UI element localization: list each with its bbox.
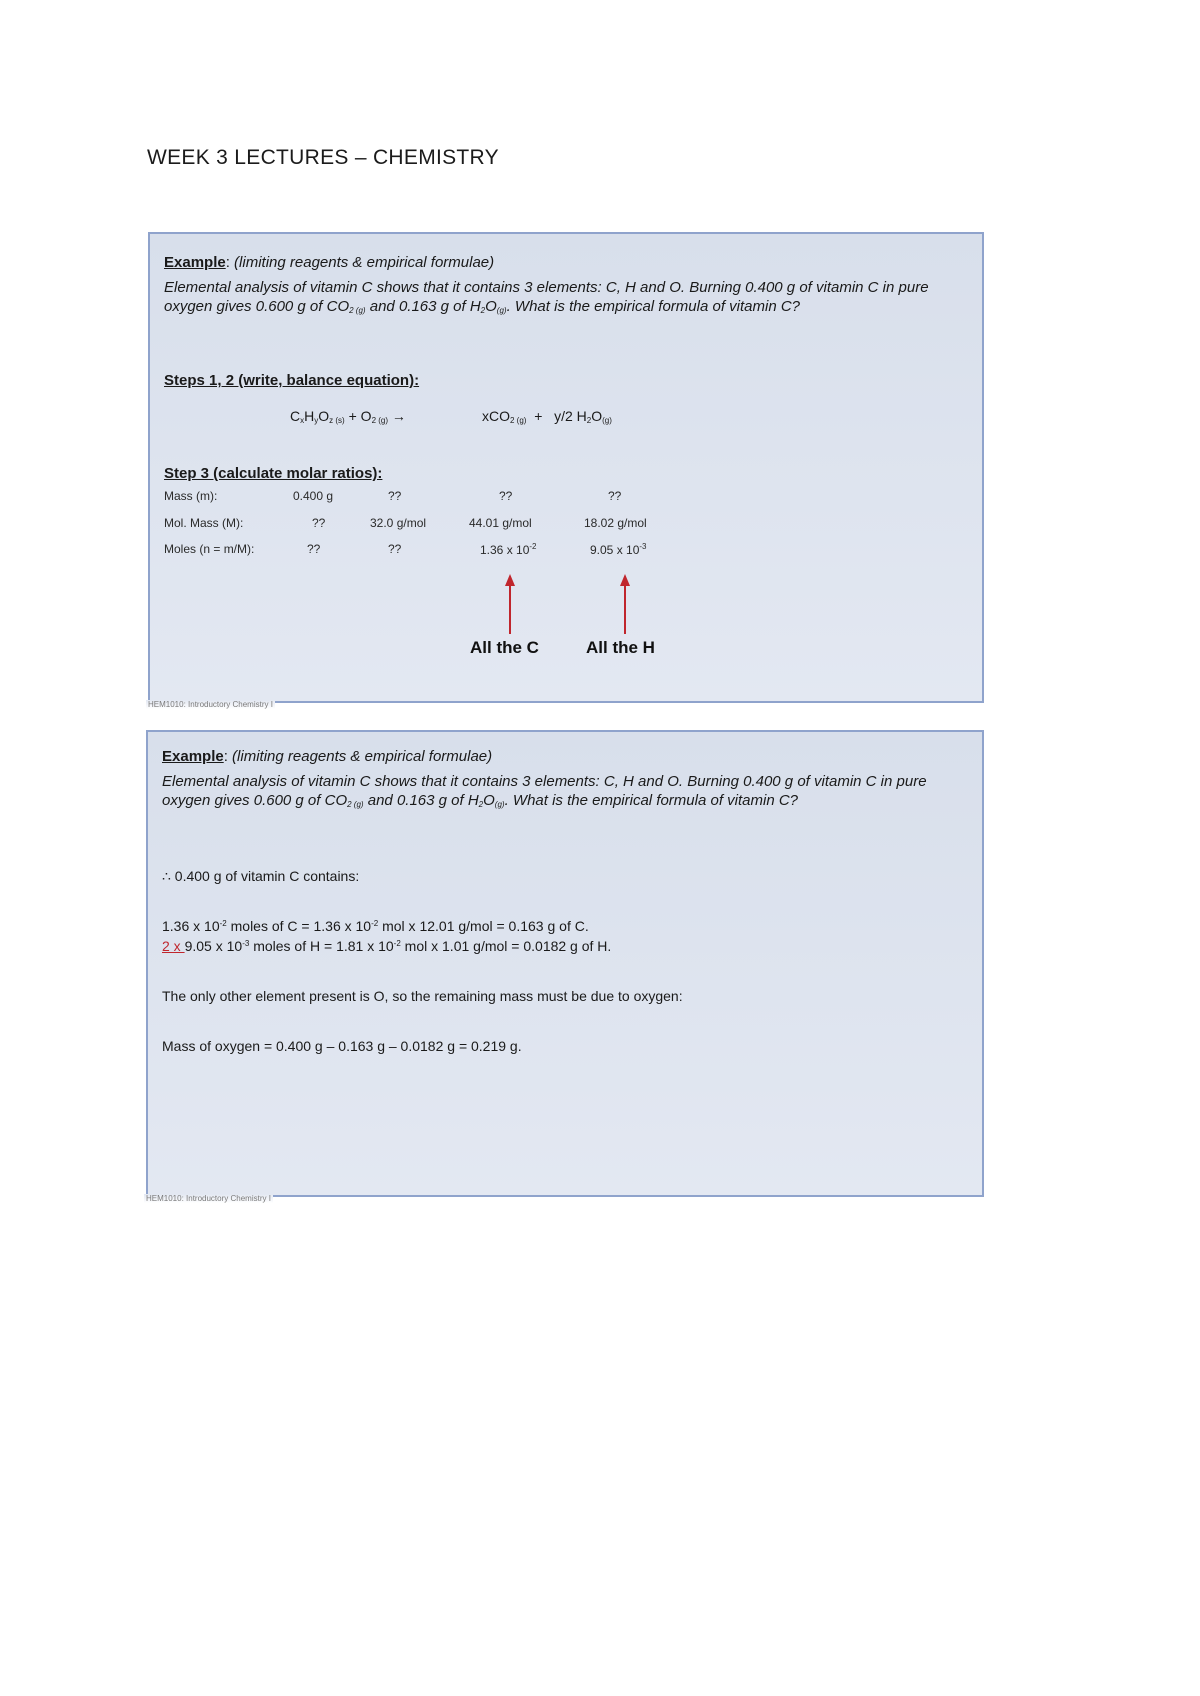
- slide-footer: HEM1010: Introductory Chemistry I: [148, 700, 273, 709]
- slide-footer: HEM1010: Introductory Chemistry I: [146, 1194, 271, 1203]
- cell: ??: [388, 542, 402, 556]
- equation-products: xCO2 (g) + y/2 H2O(g): [482, 408, 612, 425]
- cell: 32.0 g/mol: [370, 516, 427, 530]
- factor-two: 2 x: [162, 938, 185, 954]
- cell: ??: [307, 542, 321, 556]
- step-3-heading: Step 3 (calculate molar ratios):: [164, 465, 383, 482]
- label-all-the-c: All the C: [470, 638, 539, 657]
- cell: ??: [312, 516, 326, 530]
- cell-moles-c: 1.36 x $10^{-2}$: [480, 542, 537, 557]
- arrow-shaft: [509, 584, 511, 634]
- example-topic: (limiting reagents & empirical formulae): [232, 748, 493, 765]
- equation-reactants: CxHyOz (s) + O2 (g) →: [290, 408, 406, 425]
- page-title: WEEK 3 LECTURES – CHEMISTRY: [147, 146, 499, 169]
- row-label: Mass (m):: [164, 489, 218, 503]
- row-label: Mol. Mass (M):: [164, 516, 244, 530]
- mass-of-oxygen-line: Mass of oxygen = 0.400 g – 0.163 g – 0.0182 g = 0.219 g.: [162, 1038, 522, 1054]
- cell: 18.02 g/mol: [584, 516, 647, 530]
- arrow-shaft: [624, 584, 626, 634]
- slide-limiting-reagents-2: [146, 730, 984, 1203]
- cell: ??: [608, 489, 622, 503]
- cell: 44.01 g/mol: [469, 516, 532, 530]
- cell: ??: [499, 489, 513, 503]
- question-text: Elemental analysis of vitamin C shows that it contains 3 elements: C, H and O. Burning 0.400 g of vitamin C in pure oxygen gives 0.600 g of CO2 (g) and 0.163 g of H2O(g). What is the empirical formula of vitamin C?: [162, 773, 927, 809]
- steps-1-2-heading: Steps 1, 2 (write, balance equation):: [164, 372, 420, 389]
- slide-limiting-reagents-1: [148, 232, 984, 709]
- label-all-the-h: All the H: [586, 638, 655, 657]
- question-text: Elemental analysis of vitamin C shows that it contains 3 elements: C, H and O. Burning 0.400 g of vitamin C in pure oxygen gives 0.600 g of CO2 (g) and 0.163 g of H2O(g). What is the empirical formula of vitamin C?: [164, 279, 929, 315]
- hydrogen-calc-line: 2 x 9.05 x $10^{-3}$ moles of H = 1.81 x $10^{-2}$ mol x 1.01 g/mol = 0.0182 g of H.: [162, 938, 612, 954]
- carbon-calc-line: 1.36 x $10^{-2}$ moles of C = 1.36 x $10^{-2}$ mol x 12.01 g/mol = 0.163 g of C.: [162, 918, 589, 934]
- example-word: Example: [162, 748, 224, 765]
- row-label: Moles (n = m/M):: [164, 542, 255, 556]
- cell-moles-h: 9.05 x $10^{-3}$: [590, 542, 647, 557]
- example-topic: (limiting reagents & empirical formulae): [234, 254, 495, 271]
- contains-line: ∴ 0.400 g of vitamin C contains:: [162, 868, 360, 884]
- example-heading: Example: (limiting reagents & empirical formulae): [164, 254, 495, 271]
- example-word: Example: [164, 254, 226, 271]
- only-other-element-line: The only other element present is O, so the remaining mass must be due to oxygen:: [162, 988, 683, 1004]
- cell: ??: [388, 489, 402, 503]
- example-heading: Example: (limiting reagents & empirical formulae): [162, 748, 493, 765]
- cell: 0.400 g: [293, 489, 334, 503]
